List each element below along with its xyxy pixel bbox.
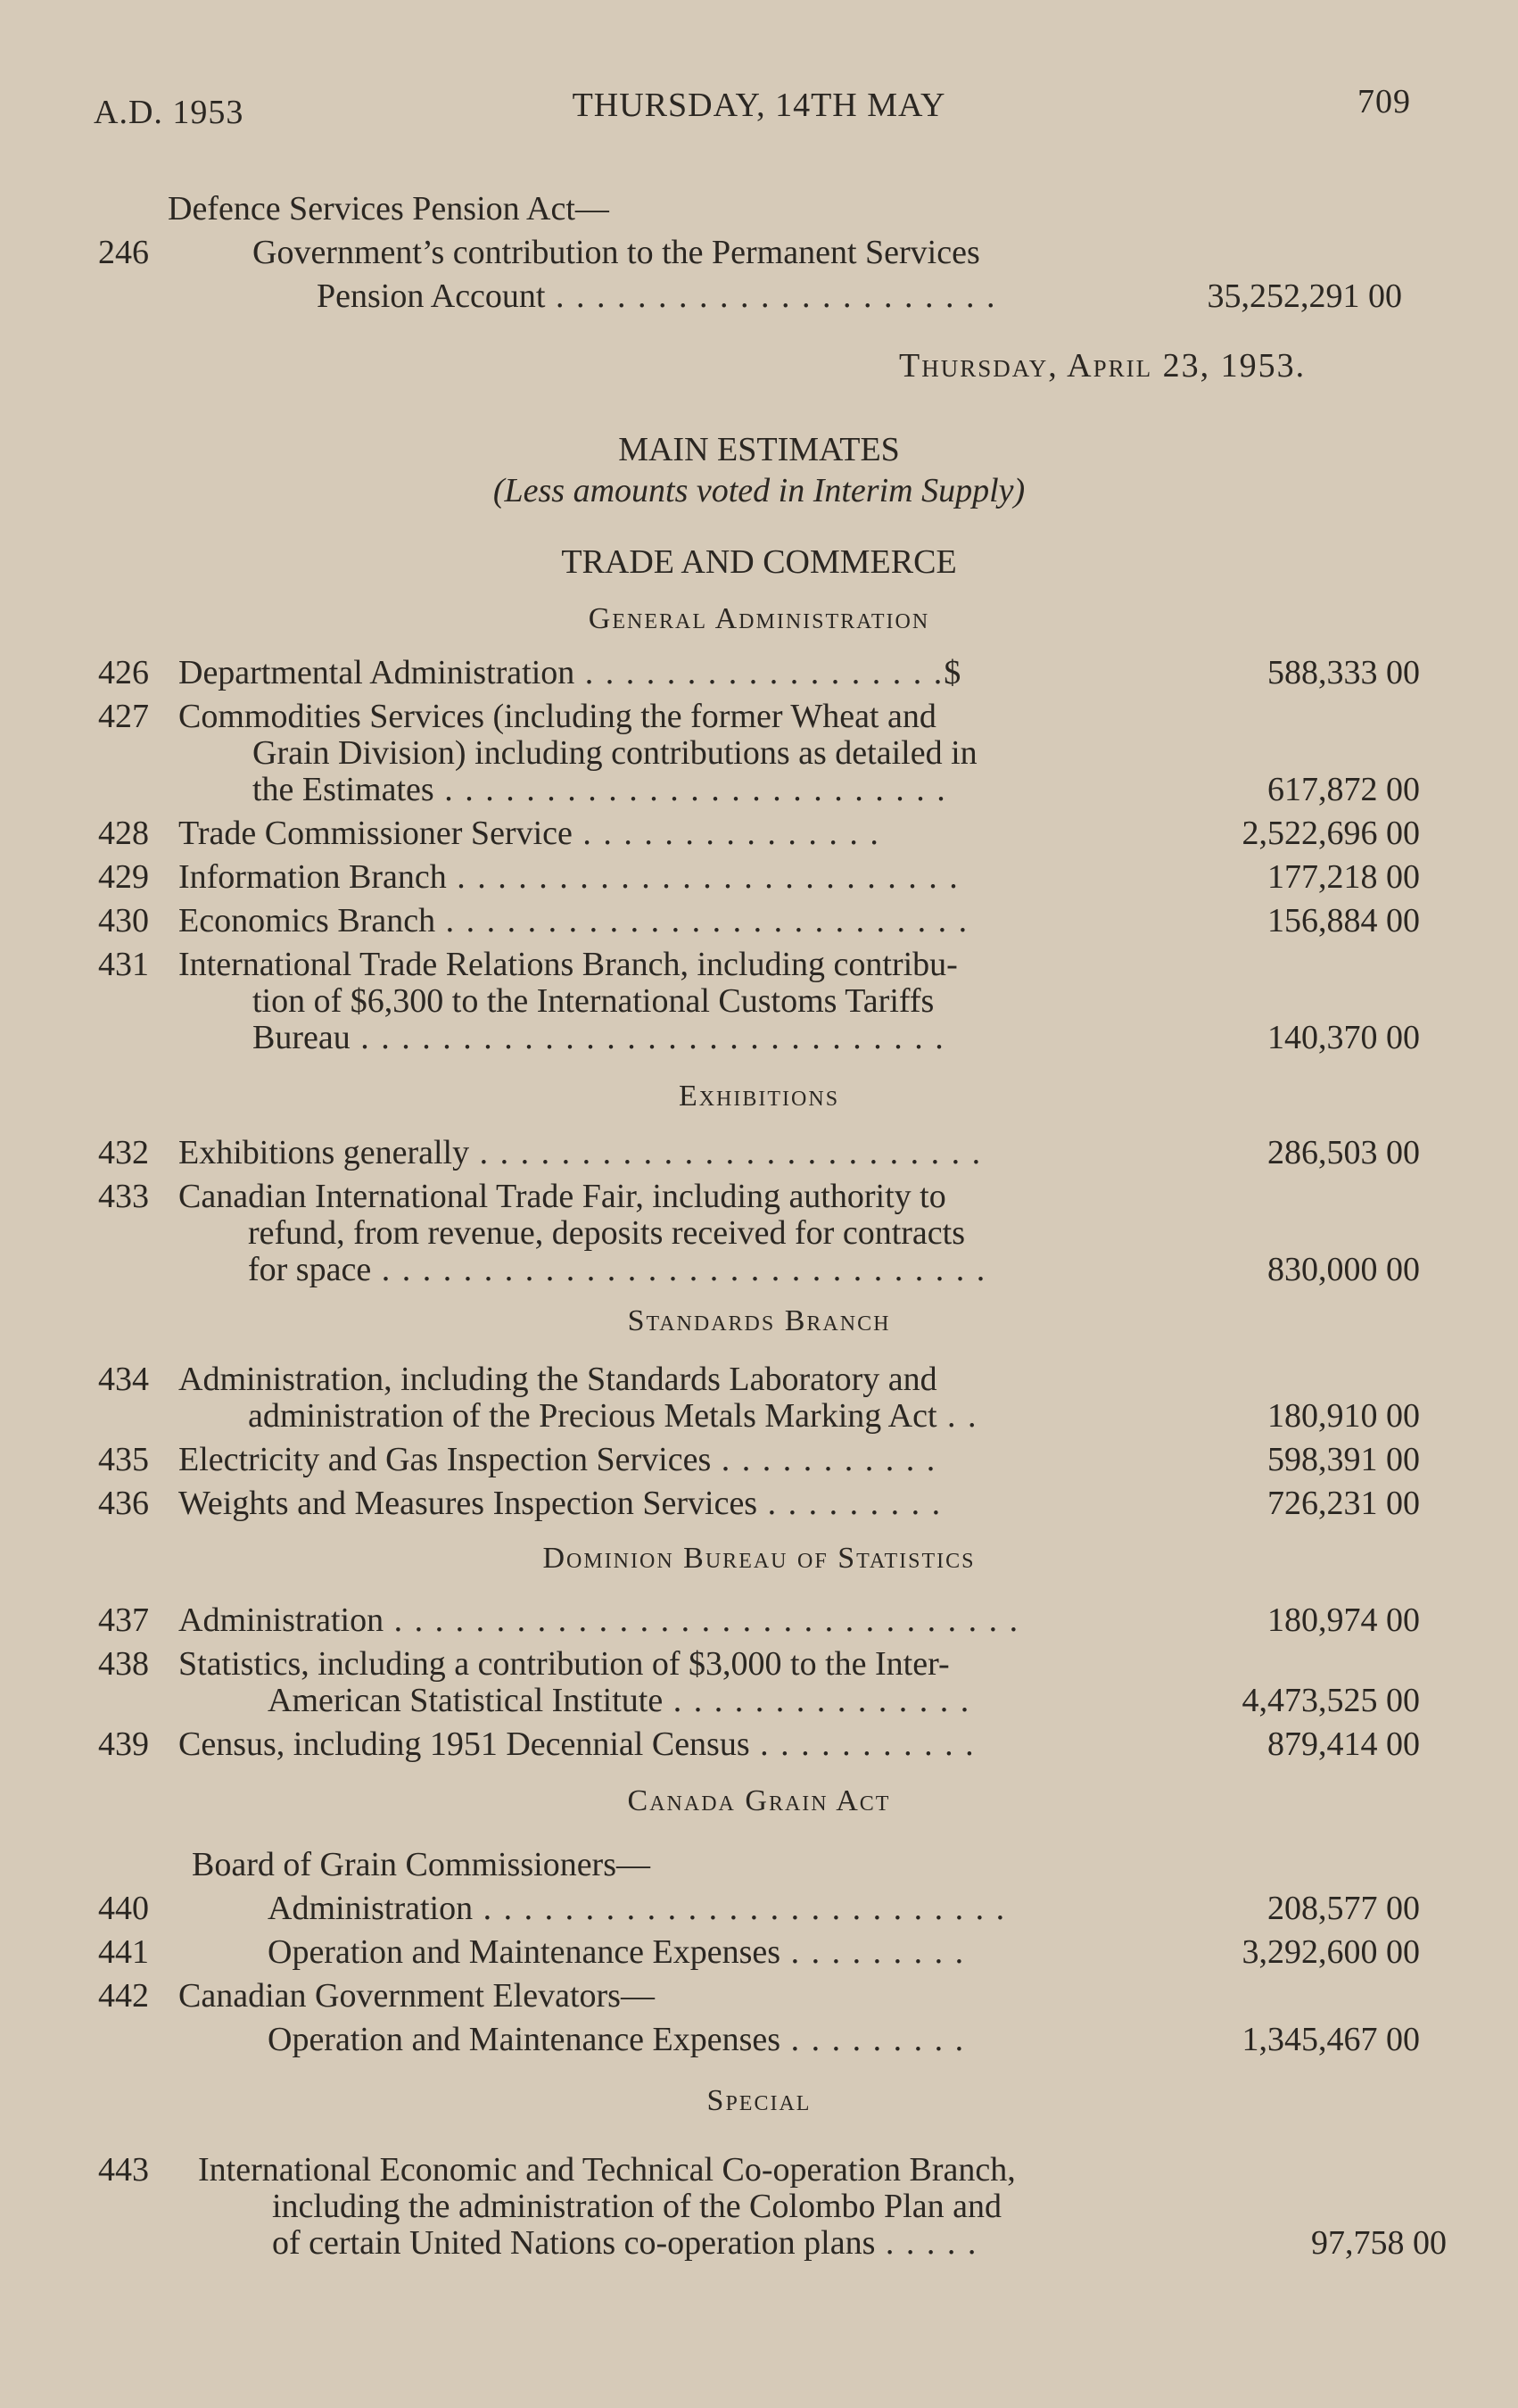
table-row: 432 Exhibitions generally . . . . . . . . . . . . . . . . . . . . . . . . . 286,503 00 xyxy=(98,1134,1420,1171)
pension-section xyxy=(0,187,1518,319)
exhibition-items: 432 Exhibitions generally . . . . . . . . . . . . . . . . . . . . . . . . . 286,503 00 433 Canadian International Trade Fair, including authority to refund, from revenue, deposits received for contracts for space . . . . . . . . . . . . . . . . . . . . . . . . . . . . . . 830,000 00 xyxy=(0,1131,1518,1292)
table-row: 436 Weights and Measures Inspection Services . . . . . . . . . 726,231 00 xyxy=(98,1485,1420,1522)
page-header xyxy=(0,82,1518,136)
main-subtitle: (Less amounts voted in Interim Supply) xyxy=(492,472,1026,509)
section-heading-exhibitions: Exhibitions xyxy=(678,1080,840,1113)
table-row: 437 Administration . . . . . . . . . . . . . . . . . . . . . . . . . . . . . . . 180,974 00 xyxy=(98,1601,1420,1639)
dbs-items: 437 Administration . . . . . . . . . . . . . . . . . . . . . . . . . . . . . . . 180,974 00 438 Statistics, including a contribution of $3,000 to the Inter- American Statistical Institute . . . . . . . . . . . . . . . 4,473,525 00 439 Census, including 1951 Decennial Census . . . . . . . . . . . 879,414 00 xyxy=(0,1599,1518,1767)
section-heading-dbs: Dominion Bureau of Statistics xyxy=(542,1542,976,1575)
table-row: 442 Canadian Government Elevators— xyxy=(98,1977,655,2015)
department-title: TRADE AND COMMERCE xyxy=(561,543,957,581)
pension-line-1: Government’s contribution to the Permanent Services xyxy=(252,234,980,271)
table-row: 435 Electricity and Gas Inspection Services . . . . . . . . . . . 598,391 00 xyxy=(98,1441,1420,1478)
table-row: 430 Economics Branch . . . . . . . . . . . . . . . . . . . . . . . . . . 156,884 00 xyxy=(98,902,1420,939)
table-row: 438 Statistics, including a contribution of $3,000 to the Inter- xyxy=(98,1645,950,1683)
table-row: 441 Operation and Maintenance Expenses . . . . . . . . . 3,292,600 00 xyxy=(98,1933,1420,1971)
item-number: 246 xyxy=(98,234,149,271)
pension-line-2: Pension Account . . . . . . . . . . . . . . . . . . . . . . xyxy=(317,277,997,315)
table-row: 428 Trade Commissioner Service . . . . . . . . . . . . . . . 2,522,696 00 xyxy=(98,815,1420,852)
table-row: 427 Commodities Services (including the former Wheat and xyxy=(98,698,936,735)
grain-items: Board of Grain Commissioners— 440 Administration . . . . . . . . . . . . . . . . . . . . . . . . . . 208,577 00 441 Operation and Maintenance Expenses . . . . . . . . . 3,292,600 00 442 Canadian Government Elevators— Operation and Maintenance Expenses . . . . . . . . . 1,345,467 00 xyxy=(0,1843,1518,2062)
standards-items: 434 Administration, including the Standards Laboratory and administration of the Precious Metals Marking Act . . 180,910 00 435 Electricity and Gas Inspection Services . . . . . . . . . . . 598,391 00 436 Weights and Measures Inspection Services . . . . . . . . . 726,231 00 xyxy=(0,1358,1518,1526)
table-row: 440 Administration . . . . . . . . . . . . . . . . . . . . . . . . . . 208,577 00 xyxy=(98,1890,1420,1927)
table-row: 433 Canadian International Trade Fair, including authority to xyxy=(98,1178,946,1215)
table-row: 439 Census, including 1951 Decennial Census . . . . . . . . . . . 879,414 00 xyxy=(98,1725,1420,1763)
page-number: 709 xyxy=(1357,83,1411,120)
header-date: THURSDAY, 14TH MAY xyxy=(572,87,946,124)
table-row: 426 Departmental Administration . . . . . . . . . . . . . . . . . .$ 588,333 00 xyxy=(98,654,1420,691)
table-row: 431 International Trade Relations Branch, including contribu- xyxy=(98,946,958,983)
board-heading: Board of Grain Commissioners— xyxy=(192,1846,651,1883)
section-heading-general: General Administration xyxy=(588,602,930,635)
date-line: Thursday, April 23, 1953. xyxy=(899,347,1307,385)
special-items: 443 International Economic and Technical Co-operation Branch, including the administration of the Colombo Plan and of certain United Nations co-operation plans . . . . . 97,758 00 xyxy=(0,2148,1518,2265)
section-heading-special: Special xyxy=(706,2084,812,2117)
pension-heading: Defence Services Pension Act— xyxy=(168,190,609,228)
pension-amount: 35,252,291 00 xyxy=(1207,277,1402,315)
section-heading-grain: Canada Grain Act xyxy=(627,1784,891,1817)
main-title: MAIN ESTIMATES xyxy=(618,431,900,468)
table-row: 429 Information Branch . . . . . . . . . . . . . . . . . . . . . . . . . 177,218 00 xyxy=(98,858,1420,896)
table-row: 443 International Economic and Technical Co-operation Branch, xyxy=(98,2151,1016,2189)
table-row: 434 Administration, including the Standards Laboratory and xyxy=(98,1361,937,1398)
general-items: 426 Departmental Administration . . . . . . . . . . . . . . . . . .$ 588,333 00 427 Commodities Services (including the former Wheat and Grain Division) including contributions as detailed in the Estimates . . . . . . . . . . . . . . . . . . . . . . . . . 617,872 00 428 Trade Commissioner Service . . . . . . . . . . . . . . . 2,522,696 00 429 Information Branch . . . . . . . . . . . . . . . . . . . . . . . . . 177,218 00 430 Economics Branch . . . . . . . . . . . . . . . . . . . . . . . . . . 156,884 00 431 International Trade Relations Branch, including contribu- tion of $6,300 to the International Customs Tariffs Bureau . . . . . . . . . . . . . . . . . . . . . . . . . . . . . 140,370 00 xyxy=(0,651,1518,1060)
header-year: A.D. 1953 xyxy=(94,94,244,131)
section-heading-standards: Standards Branch xyxy=(627,1304,891,1337)
